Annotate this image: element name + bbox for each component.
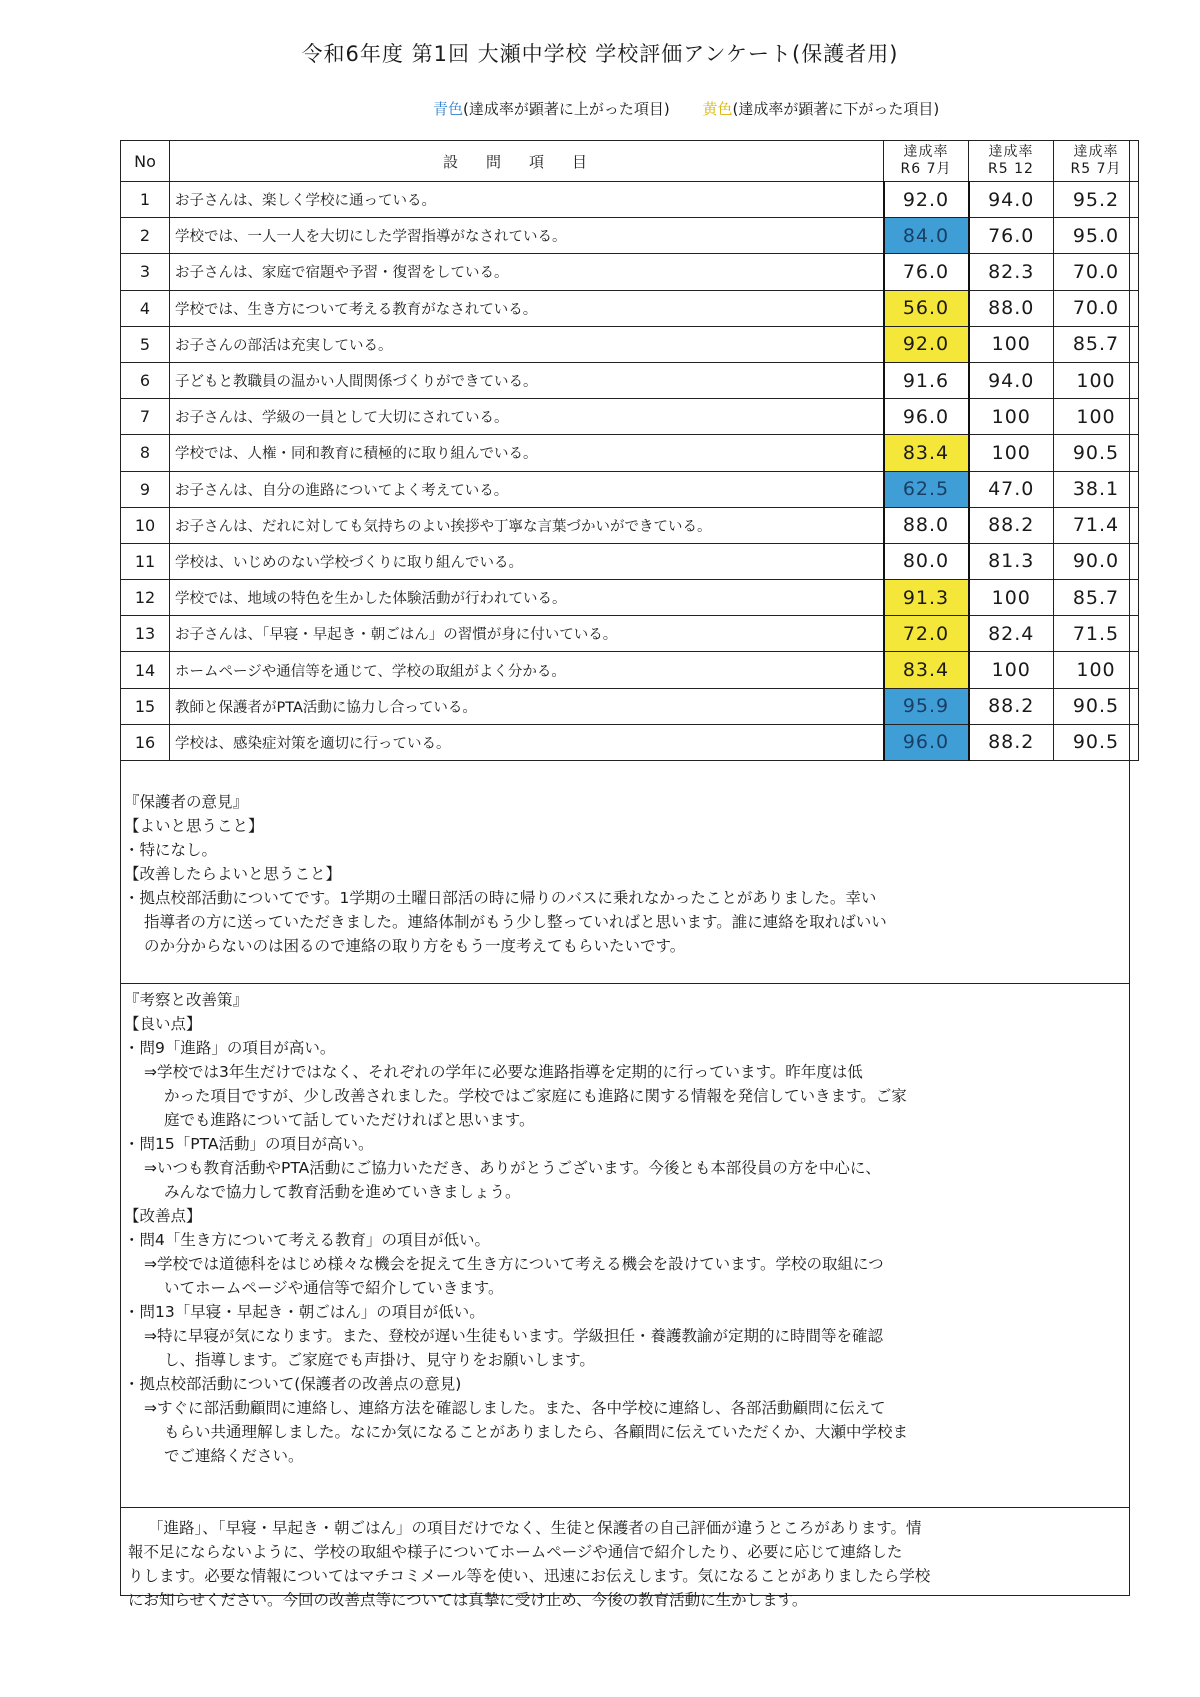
row-no: 1 bbox=[121, 182, 170, 218]
row-r5-12-value: 81.3 bbox=[969, 543, 1054, 579]
row-question: 学校では、地域の特色を生かした体験活動が行われている。 bbox=[170, 580, 884, 616]
row-no: 8 bbox=[121, 435, 170, 471]
row-r6-7-value: 92.0 bbox=[884, 182, 969, 218]
table-row bbox=[121, 688, 1139, 724]
analysis-item-line: ⇒特に早寝が気になります。また、登校が遅い生徒もいます。学級担任・養護教諭が定期的に時間等を確認 bbox=[144, 1327, 884, 1345]
row-r6-7-value: 83.4 bbox=[884, 652, 969, 688]
row-r5-7-value: 90.0 bbox=[1054, 543, 1139, 579]
analysis-item-line: みんなで協力して教育活動を進めていきましょう。 bbox=[164, 1183, 521, 1201]
table-row bbox=[121, 580, 1139, 616]
table-row bbox=[121, 362, 1139, 398]
row-r6-7-value: 92.0 bbox=[884, 326, 969, 362]
analysis-item-line: もらい共通理解しました。なにか気になることがありましたら、各顧問に伝えていただくか、大瀬中学校ま bbox=[164, 1423, 909, 1441]
row-no: 3 bbox=[121, 254, 170, 290]
survey-table bbox=[120, 140, 1139, 761]
row-question: 教師と保護者がPTA活動に協力し合っている。 bbox=[170, 688, 884, 724]
row-r5-7-value: 100 bbox=[1054, 652, 1139, 688]
row-r6-7-value: 84.0 bbox=[884, 218, 969, 254]
table-row bbox=[121, 724, 1139, 760]
row-question: お子さんは、自分の進路についてよく考えている。 bbox=[170, 471, 884, 507]
analysis-heading: 『考察と改善策』 bbox=[124, 991, 249, 1009]
closing-line: にお知らせください。今回の改善点等については真摯に受け止め、今後の教育活動に生かします。 bbox=[128, 1591, 808, 1609]
analysis-item-line: いてホームページや通信等で紹介していきます。 bbox=[164, 1279, 504, 1297]
row-r5-12-value: 88.0 bbox=[969, 290, 1054, 326]
row-r5-12-value: 88.2 bbox=[969, 688, 1054, 724]
analysis-item-line: ⇒学校では道徳科をはじめ様々な機会を捉えて生き方について考える機会を設けています。学校の取組につ bbox=[144, 1255, 884, 1273]
row-r6-7-value: 72.0 bbox=[884, 616, 969, 652]
closing-section bbox=[120, 1508, 1130, 1612]
row-no: 12 bbox=[121, 580, 170, 616]
table-row bbox=[121, 471, 1139, 507]
row-r6-7-value: 96.0 bbox=[884, 724, 969, 760]
legend-yellow-label: 黄色 bbox=[702, 100, 733, 118]
row-question: 学校は、感染症対策を適切に行っている。 bbox=[170, 724, 884, 760]
legend-blue-desc: (達成率が顕著に上がった項目) bbox=[463, 100, 670, 118]
row-r5-12-value: 94.0 bbox=[969, 182, 1054, 218]
row-no: 5 bbox=[121, 326, 170, 362]
table-row bbox=[121, 326, 1139, 362]
table-row bbox=[121, 254, 1139, 290]
row-question: 学校では、人権・同和教育に積極的に取り組んでいる。 bbox=[170, 435, 884, 471]
analysis-item-line: ⇒すぐに部活動顧問に連絡し、連絡方法を確認しました。また、各中学校に連絡し、各部活動顧問に伝えて bbox=[144, 1399, 886, 1417]
row-no: 13 bbox=[121, 616, 170, 652]
row-no: 15 bbox=[121, 688, 170, 724]
row-r6-7-value: 88.0 bbox=[884, 507, 969, 543]
row-r5-12-value: 100 bbox=[969, 580, 1054, 616]
row-no: 11 bbox=[121, 543, 170, 579]
row-r5-7-value: 100 bbox=[1054, 362, 1139, 398]
row-r6-7-value: 76.0 bbox=[884, 254, 969, 290]
analysis-item-line: し、指導します。ご家庭でも声掛け、見守りをお願いします。 bbox=[164, 1351, 595, 1369]
row-r5-12-value: 100 bbox=[969, 652, 1054, 688]
row-r5-12-value: 100 bbox=[969, 435, 1054, 471]
opinions-improve-line: ・拠点校部活動についてです。1学期の土曜日部活の時に帰りのバスに乗れなかったことがありました。幸い bbox=[124, 889, 877, 907]
row-r6-7-value: 91.3 bbox=[884, 580, 969, 616]
row-r5-7-value: 90.5 bbox=[1054, 435, 1139, 471]
row-r6-7-value: 80.0 bbox=[884, 543, 969, 579]
row-r5-7-value: 90.5 bbox=[1054, 724, 1139, 760]
analysis-item-title: ・問15「PTA活動」の項目が高い。 bbox=[124, 1135, 374, 1153]
legend-blue-label: 青色 bbox=[433, 100, 464, 118]
opinions-improve-heading: 【改善したらよいと思うこと】 bbox=[124, 865, 342, 883]
header-r5-7-bottom: R5 7月 bbox=[1070, 161, 1122, 177]
row-r6-7-value: 96.0 bbox=[884, 399, 969, 435]
row-no: 2 bbox=[121, 218, 170, 254]
analysis-good-heading: 【良い点】 bbox=[124, 1015, 202, 1033]
opinions-improve-line: 指導者の方に送っていただきました。連絡体制がもう少し整っていればと思います。誰に連絡を取ればいい bbox=[144, 913, 887, 931]
table-row bbox=[121, 182, 1139, 218]
header-r5-12-top: 達成率 bbox=[988, 144, 1034, 160]
row-question: 学校は、いじめのない学校づくりに取り組んでいる。 bbox=[170, 543, 884, 579]
analysis-item-title: ・問4「生き方について考える教育」の項目が低い。 bbox=[124, 1231, 491, 1249]
header-r5-7 bbox=[1054, 141, 1139, 182]
row-r5-7-value: 85.7 bbox=[1054, 580, 1139, 616]
table-row bbox=[121, 399, 1139, 435]
analysis-item-title: ・問9「進路」の項目が高い。 bbox=[124, 1039, 336, 1057]
table-row bbox=[121, 652, 1139, 688]
row-no: 14 bbox=[121, 652, 170, 688]
analysis-section bbox=[120, 984, 1130, 1508]
row-r5-12-value: 47.0 bbox=[969, 471, 1054, 507]
row-question: お子さんは、楽しく学校に通っている。 bbox=[170, 182, 884, 218]
analysis-item-line: ⇒いつも教育活動やPTA活動にご協力いただき、ありがとうございます。今後とも本部役員の方を中心に、 bbox=[144, 1159, 881, 1177]
analysis-item-line: ⇒学校では3年生だけではなく、それぞれの学年に必要な進路指導を定期的に行っています。昨年度は低 bbox=[144, 1063, 863, 1081]
row-question: 学校では、一人一人を大切にした学習指導がなされている。 bbox=[170, 218, 884, 254]
table-row bbox=[121, 616, 1139, 652]
row-r5-7-value: 70.0 bbox=[1054, 254, 1139, 290]
header-r5-7-top: 達成率 bbox=[1073, 144, 1119, 160]
analysis-item-line: でご連絡ください。 bbox=[164, 1447, 304, 1465]
row-question: 学校では、生き方について考える教育がなされている。 bbox=[170, 290, 884, 326]
row-no: 9 bbox=[121, 471, 170, 507]
row-r5-7-value: 38.1 bbox=[1054, 471, 1139, 507]
header-question: 設問項目 bbox=[170, 141, 884, 182]
opinions-good-item: ・特になし。 bbox=[124, 841, 218, 859]
row-r5-7-value: 95.2 bbox=[1054, 182, 1139, 218]
row-no: 7 bbox=[121, 399, 170, 435]
analysis-item-line: 庭でも進路について話していただければと思います。 bbox=[164, 1111, 535, 1129]
row-r5-12-value: 76.0 bbox=[969, 218, 1054, 254]
row-question: お子さんの部活は充実している。 bbox=[170, 326, 884, 362]
closing-line: 「進路」、「早寝・早起き・朝ごはん」の項目だけでなく、生徒と保護者の自己評価が違うところがあります。情 bbox=[148, 1519, 922, 1537]
row-question: お子さんは、「早寝・早起き・朝ごはん」の習慣が身に付いている。 bbox=[170, 616, 884, 652]
color-legend bbox=[433, 98, 939, 119]
closing-line: りします。必要な情報についてはマチコミメール等を使い、迅速にお伝えします。気になることがありましたら学校 bbox=[128, 1567, 931, 1585]
opinions-heading: 『保護者の意見』 bbox=[124, 793, 249, 811]
header-r5-12 bbox=[969, 141, 1054, 182]
row-r5-12-value: 94.0 bbox=[969, 362, 1054, 398]
row-r6-7-value: 62.5 bbox=[884, 471, 969, 507]
row-r5-7-value: 71.5 bbox=[1054, 616, 1139, 652]
row-question: ホームページや通信等を通じて、学校の取組がよく分かる。 bbox=[170, 652, 884, 688]
legend-yellow-desc: (達成率が顕著に下がった項目) bbox=[732, 100, 940, 118]
header-r5-12-bottom: R5 12 bbox=[988, 161, 1034, 177]
table-header-row bbox=[121, 141, 1139, 182]
row-r5-7-value: 71.4 bbox=[1054, 507, 1139, 543]
row-no: 4 bbox=[121, 290, 170, 326]
table-row bbox=[121, 507, 1139, 543]
opinions-improve-line: のか分からないのは困るので連絡の取り方をもう一度考えてもらいたいです。 bbox=[144, 937, 686, 955]
header-r6-7 bbox=[884, 141, 969, 182]
row-r5-7-value: 95.0 bbox=[1054, 218, 1139, 254]
row-no: 16 bbox=[121, 724, 170, 760]
table-body bbox=[121, 182, 1139, 761]
row-r5-12-value: 82.3 bbox=[969, 254, 1054, 290]
row-r5-12-value: 82.4 bbox=[969, 616, 1054, 652]
table-row bbox=[121, 435, 1139, 471]
row-r5-7-value: 70.0 bbox=[1054, 290, 1139, 326]
row-r5-12-value: 88.2 bbox=[969, 724, 1054, 760]
table-row bbox=[121, 543, 1139, 579]
row-r6-7-value: 91.6 bbox=[884, 362, 969, 398]
row-r6-7-value: 95.9 bbox=[884, 688, 969, 724]
row-no: 6 bbox=[121, 362, 170, 398]
table-row bbox=[121, 290, 1139, 326]
row-r5-12-value: 100 bbox=[969, 399, 1054, 435]
header-r6-7-bottom: R6 7月 bbox=[900, 161, 952, 177]
row-r5-12-value: 88.2 bbox=[969, 507, 1054, 543]
analysis-item-title: ・問13「早寝・早起き・朝ごはん」の項目が低い。 bbox=[124, 1303, 485, 1321]
header-r6-7-top: 達成率 bbox=[903, 144, 949, 160]
parent-opinions-section bbox=[120, 786, 1130, 984]
opinions-good-heading: 【よいと思うこと】 bbox=[124, 817, 264, 835]
row-question: お子さんは、学級の一員として大切にされている。 bbox=[170, 399, 884, 435]
header-no: No bbox=[121, 141, 170, 182]
row-r5-12-value: 100 bbox=[969, 326, 1054, 362]
row-r6-7-value: 83.4 bbox=[884, 435, 969, 471]
row-r5-7-value: 90.5 bbox=[1054, 688, 1139, 724]
row-r5-7-value: 85.7 bbox=[1054, 326, 1139, 362]
analysis-item-line: かった項目ですが、少し改善されました。学校ではご家庭にも進路に関する情報を発信していきます。ご家 bbox=[164, 1087, 907, 1105]
row-r5-7-value: 100 bbox=[1054, 399, 1139, 435]
row-no: 10 bbox=[121, 507, 170, 543]
closing-line: 報不足にならないように、学校の取組や様子についてホームページや通信で紹介したり、必要に応じて連絡した bbox=[128, 1543, 903, 1561]
analysis-improve-heading: 【改善点】 bbox=[124, 1207, 202, 1225]
row-question: 子どもと教職員の温かい人間関係づくりができている。 bbox=[170, 362, 884, 398]
row-question: お子さんは、家庭で宿題や予習・復習をしている。 bbox=[170, 254, 884, 290]
analysis-item-title: ・拠点校部活動について(保護者の改善点の意見) bbox=[124, 1375, 462, 1393]
page-title: 令和6年度 第1回 大瀬中学校 学校評価アンケート(保護者用) bbox=[301, 42, 899, 66]
table-row bbox=[121, 218, 1139, 254]
row-r6-7-value: 56.0 bbox=[884, 290, 969, 326]
row-question: お子さんは、だれに対しても気持ちのよい挨拶や丁寧な言葉づかいができている。 bbox=[170, 507, 884, 543]
